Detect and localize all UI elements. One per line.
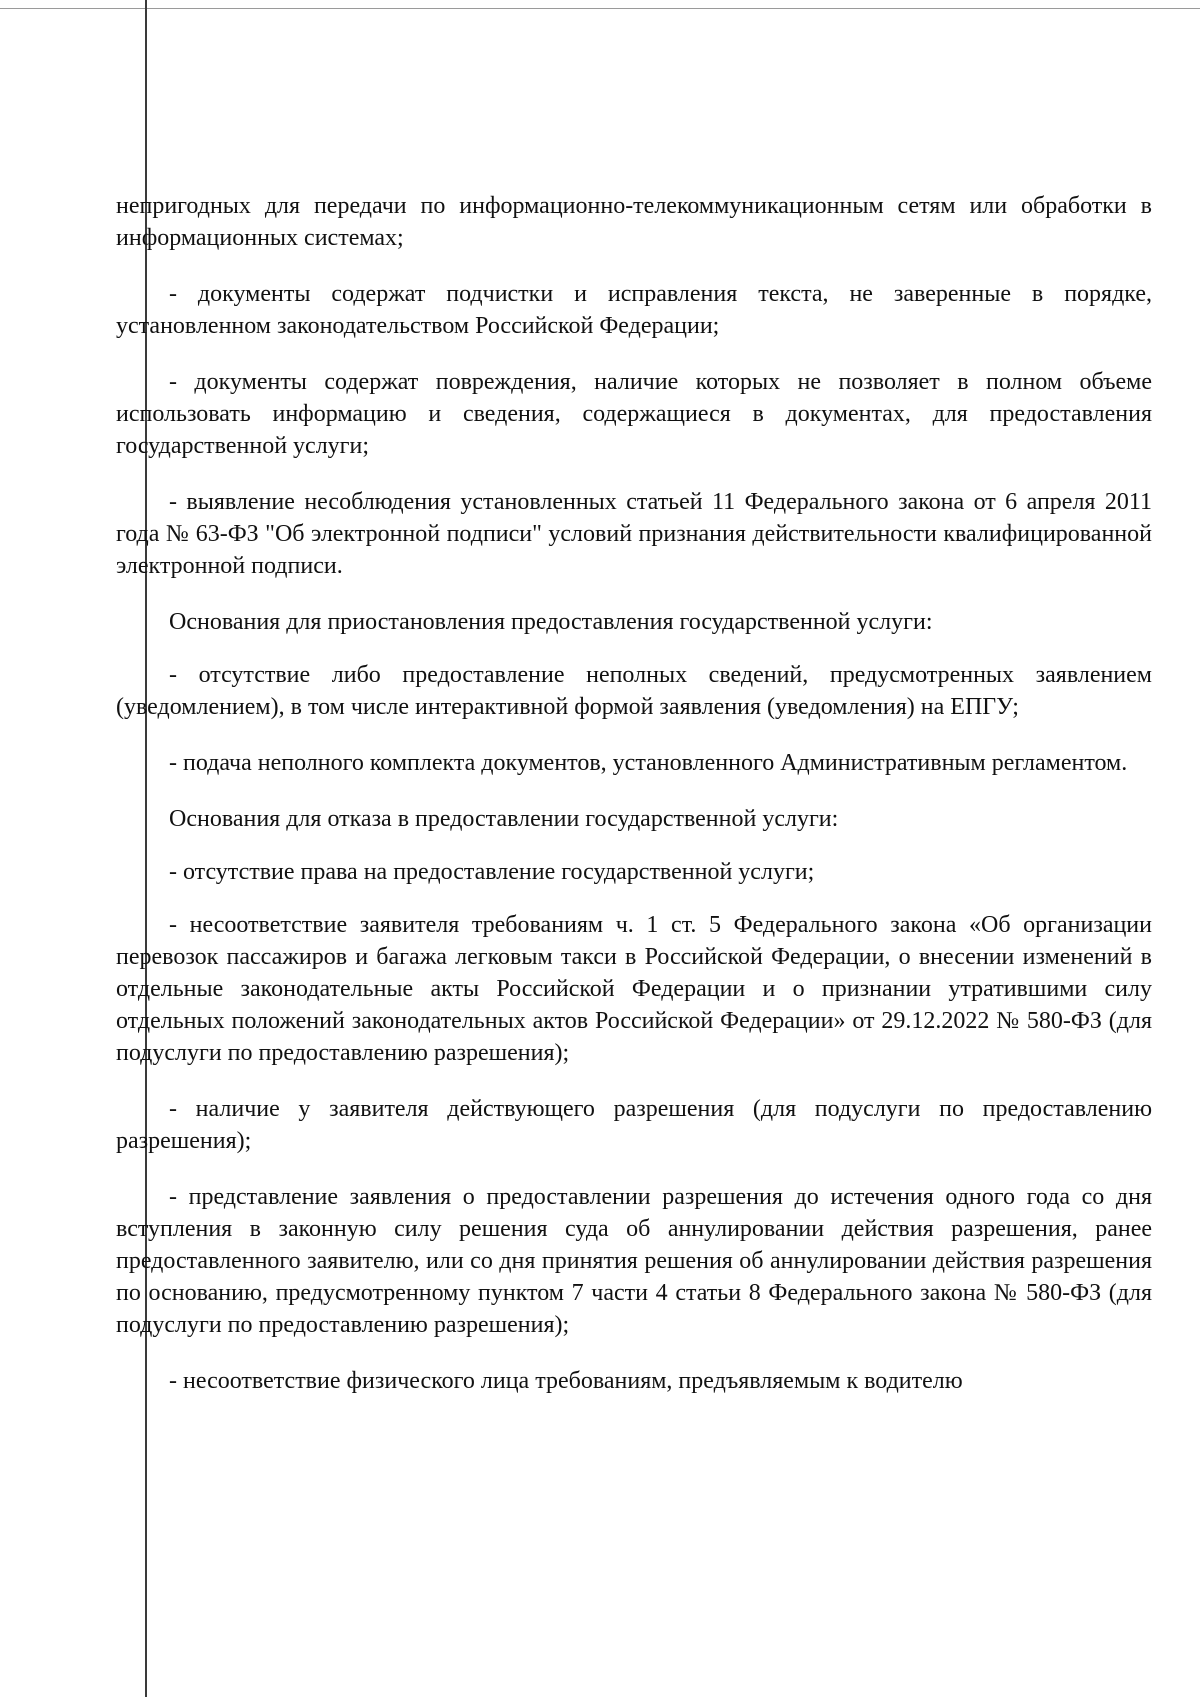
paragraph-missing-info: - отсутствие либо предоставление неполных сведений, предусмотренных заявлением (уведомлением), в том числе интерактивной формой заявления (уведомления) на ЕПГУ; xyxy=(116,662,1152,720)
paragraph-continuation: непригодных для передачи по информационно-телекоммуникационным сетям или обработки в информационных системах; xyxy=(116,193,1152,251)
document-body xyxy=(116,190,1152,1421)
paragraph-damage: - документы содержат повреждения, наличие которых не позволяет в полном объеме использовать информацию и сведения, содержащиеся в документах, для предоставления государственной услуги; xyxy=(116,369,1152,459)
heading-refusal: Основания для отказа в предоставлении государственной услуги: xyxy=(169,806,839,832)
paragraph-corrections: - документы содержат подчистки и исправления текста, не заверенные в порядке, установленном законодательством Российской Федерации; xyxy=(116,281,1152,339)
paragraph-requirements: - несоответствие заявителя требованиям ч. 1 ст. 5 Федерального закона «Об организации перевозок пассажиров и багажа легковым такси в Российской Федерации, о внесении изменений в отдельные законодательные акты Российской Федерации и о признании утратившими силу отдельных положений законодательных актов Российской Федерации» от 29.12.2022 № 580-ФЗ (для подуслуги по предоставлению разрешения); xyxy=(116,912,1152,1066)
paragraph-existing-permit: - наличие у заявителя действующего разрешения (для подуслуги по предоставлению разрешения); xyxy=(116,1096,1152,1154)
scan-top-border xyxy=(0,8,1200,9)
paragraph-no-right: - отсутствие права на предоставление государственной услуги; xyxy=(169,859,815,885)
paragraph-annulment: - представление заявления о предоставлении разрешения до истечения одного года со дня вступления в законную силу решения суда об аннулировании действия разрешения, ранее предоставленного заявителю, или со дня принятия решения об аннулировании действия разрешения по основанию, предусмотренному пунктом 7 части 4 статьи 8 Федерального закона № 580-ФЗ (для подуслуги по предоставлению разрешения); xyxy=(116,1184,1152,1338)
paragraph-driver-requirements: - несоответствие физического лица требованиям, предъявляемым к водителю xyxy=(169,1368,963,1394)
paragraph-signature: - выявление несоблюдения установленных статьей 11 Федерального закона от 6 апреля 2011 года № 63-ФЗ "Об электронной подписи" условий признания действительности квалифицированной электронной подписи. xyxy=(116,489,1152,579)
heading-suspension: Основания для приостановления предоставления государственной услуги: xyxy=(169,609,933,635)
paragraph-incomplete-docs: - подача неполного комплекта документов, установленного Административным регламентом. xyxy=(169,750,1128,776)
